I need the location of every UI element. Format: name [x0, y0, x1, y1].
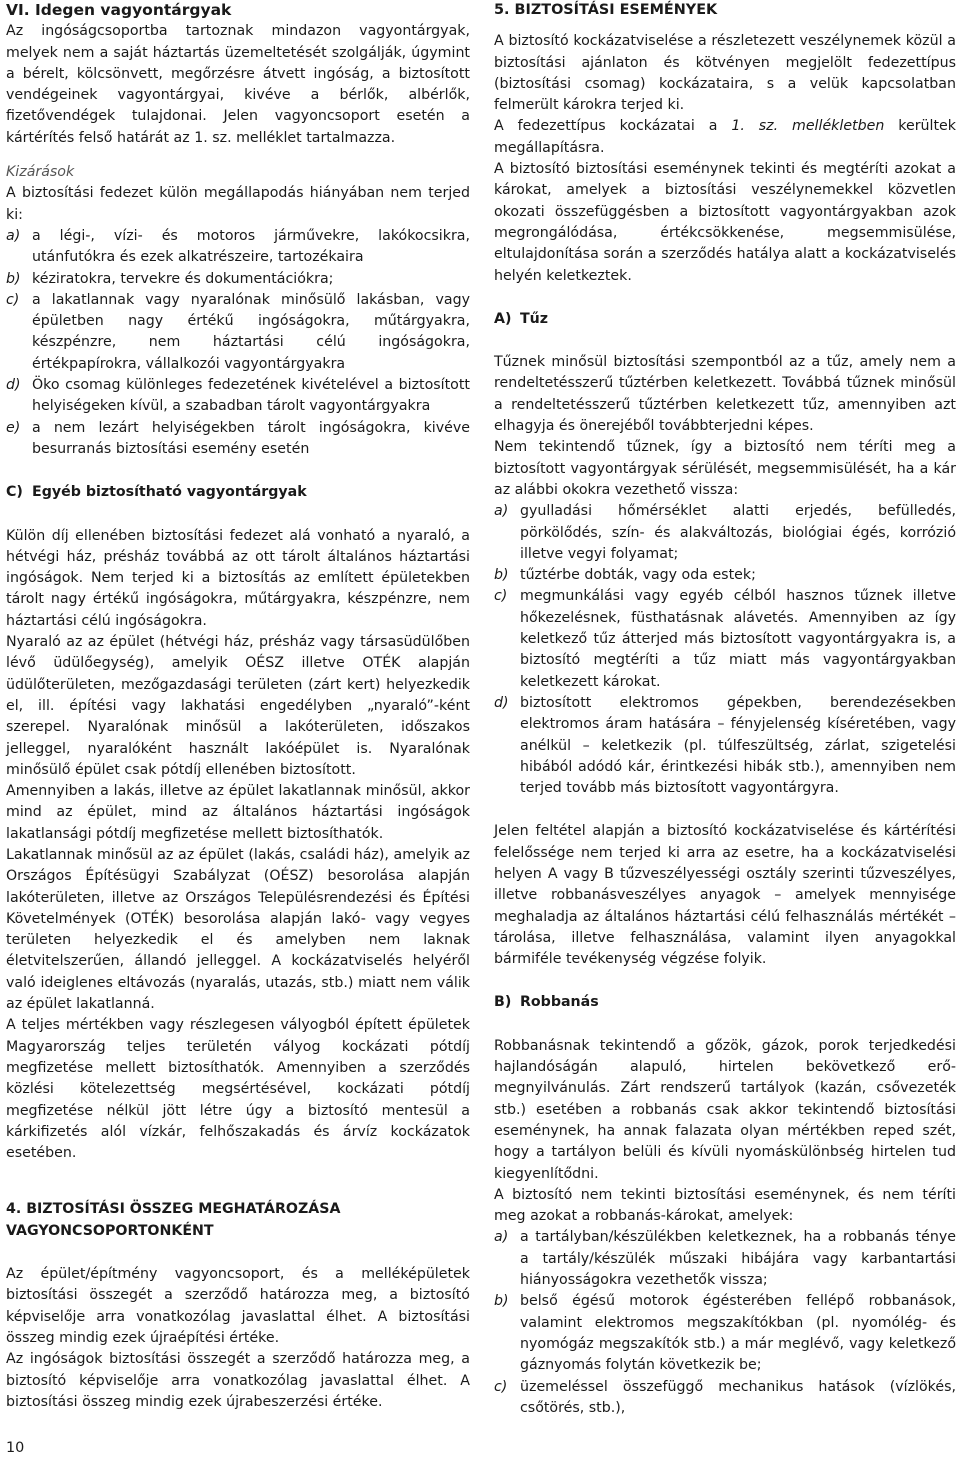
section-heading	[6, 0, 470, 21]
item-label: d)	[6, 377, 21, 394]
list-item	[6, 290, 470, 375]
paragraph: A biztosító biztosítási eseménynek tekinti és megtéríti azokat a károkat, amelyek a biztosítási veszélynemekkel közvetlen okozati összefüggésben a biztosított vagyontárgyakban azok megrongálódása, értékcsökkenése, megsemmisülése, eltulajdonítása során a szerződés hatálya alatt a kockázatviselés helyén keletkeztek.	[494, 161, 956, 284]
subsection-number: A)	[494, 310, 512, 327]
item-label: a)	[494, 503, 509, 520]
exclusions-intro: A biztosítási fedezet külön megállapodás hiányában nem terjed ki:	[6, 185, 470, 223]
list-item	[6, 418, 470, 461]
annex-reference: 1. sz. mellékletben	[731, 118, 885, 135]
list-item	[494, 501, 956, 565]
item-label: b)	[6, 270, 21, 287]
text-run: kerültek megállapításra.	[494, 118, 956, 156]
list-item	[494, 1291, 956, 1376]
paragraph: Az ingóságcsoportba tartoznak mindazon vagyontárgyak, melyek nem a saját háztartás üzemeltetését szolgálják, úgymint a bérelt, kölcsönvett, megőrzésre átvett ingóság, a biztosított vendégeinek vagyontárgyai, kivéve a bérlők, albérlők, fizetővendégek tulajdonai. Jelen vagyoncsoport esetén a kártérítés felső határát az 1. sz. melléklet tartalmazza.	[6, 23, 470, 146]
item-text: üzemeléssel összefüggő mechanikus hatások (vízlökés, csőtörés, stb.),	[520, 1378, 956, 1416]
paragraph: Amennyiben a lakás, illetve az épület lakatlannak minősül, akkor mind az épület, mind az általános háztartási ingóságok lakatlansági pótdíj megfizetése mellett biztosíthatók.	[6, 783, 470, 842]
subsection-number: B)	[494, 994, 512, 1011]
list-item	[494, 586, 956, 692]
list-item	[6, 269, 470, 290]
item-text: a légi-, vízi- és motoros járművekre, lakókocsikra, utánfutókra és ezek alkatrészeire, tartozékaira	[32, 227, 470, 266]
list-item	[6, 375, 470, 418]
item-label: e)	[6, 419, 21, 436]
item-text: gyulladási hőmérséklet alatti erjedés, befülledés, pörkölődés, szín- és alakváltozás, biológiai égés, korrózió illetve vegyi folyamat;	[520, 503, 956, 562]
page-number: 10	[6, 1440, 25, 1456]
paragraph: A biztosító kockázatviselése a részletezett veszélynemek közül a biztosítási ajánlaton és kötvényen megjelölt fedezettípus (biztosítási csomag) kockázataira, s a velük kapcsolatban felmerült károkra terjed ki.	[494, 33, 956, 114]
paragraph: Nyaraló az az épület (hétvégi ház, présház vagy társasüdülőben lévő üdülőegység), amelyik OÉSZ illetve OTÉK alapján üdülőterületen, mezőgazdasági területen (zárt kert) helyezkedik el, ill. építési vagy lakhatási engedélyben „nyaraló”-ként szerepel. Nyaralónak minősül a lakóterületen, időszakos jelleggel, nyaralóként használt lakóépület is. Nyaralónak minősülő épület csak pótdíj ellenében biztosított.	[6, 634, 470, 778]
text-run: A fedezettípus kockázatai a	[494, 118, 732, 135]
item-text: tűztérbe dobták, vagy oda estek;	[520, 567, 756, 584]
subsection-title: Robbanás	[520, 994, 599, 1011]
right-column	[494, 0, 956, 1419]
paragraph: A teljes mértékben vagy részlegesen vályogból épített épületek Magyarország teljes területén vályog kockázati pótdíj megfizetése mellett biztosíthatók. Amennyiben a szerződés közlési kötelezettség megsértésével, kockázati pótdíj megfizetése nélkül jött létre úgy a biztosító mentesül a kárkifizetés alól vízkár, felhőszakadás és árvíz kockázatok esetében.	[6, 1017, 470, 1162]
list-item	[494, 693, 956, 799]
subsection-number: C)	[6, 484, 23, 501]
item-label: c)	[6, 291, 20, 308]
item-text: a lakatlannak vagy nyaralónak minősülő lakásban, vagy épületben nagy értékű ingóságokra, műtárgyakra, készpénzre, nem háztartási célú ingóságokra, értékpapírokra, vállalkozói vagyontárgyakra	[32, 291, 470, 372]
list-item	[494, 565, 956, 586]
paragraph: Külön díj ellenében biztosítási fedezet alá vonható a nyaraló, a hétvégi ház, présház továbbá az ott tárolt általános háztartási ingóságok. Nem terjed ki a biztosítás az említett épületekben tárolt nagy értékű ingóságokra, műtárgyakra, készpénzre, nem háztartási célú ingóságokra.	[6, 527, 470, 629]
paragraph: Tűznek minősül biztosítási szempontból az a tűz, amely nem a rendeltetésszerű tűztérben keletkezett. Továbbá tűznek minősül a rendeltetésszerű tűztérben keletkezett tűz, amennyiben azt elhagyja és önerejéből továbbterjedni képes.	[494, 354, 956, 435]
item-text: biztosított elektromos gépekben, berendezésekben elektromos áram hatására – fényjelenség kíséretében, vagy anélkül – keletkezik (pl. túlfeszültség, zárlat, szigetelési hibából adódó kár, érintkezési hibák stb.), amennyiben nem terjed tovább más biztosított vagyontárgyra.	[520, 694, 956, 797]
subsection-heading	[6, 482, 470, 503]
exclusions-list	[6, 226, 470, 460]
subsection-heading	[494, 309, 956, 330]
section-5-heading: 5. BIZTOSÍTÁSI ESEMÉNYEK	[494, 2, 718, 18]
exclusions-label: Kizárások	[6, 164, 75, 181]
section-4-heading: 4. BIZTOSÍTÁSI ÖSSZEG MEGHATÁROZÁSA VAGYONCSOPORTONKÉNT	[6, 1201, 341, 1239]
left-column	[6, 0, 470, 1413]
subsection-heading	[494, 992, 956, 1013]
item-label: a)	[6, 227, 21, 244]
paragraph: Jelen feltétel alapján a biztosító kockázatviselése és kártérítési felelőssége nem terjed ki arra az esetre, ha a kockázatviselési helyen A vagy B tűzveszélyességi osztály szerinti tűzveszélyes, illetve robbanásveszélyes anyagok – amelyek mennyisége meghaladja az általános háztartási célú felhasználás mértékét – tárolása, illetve felhasználása, valamint ilyen anyagokkal bármiféle tevékenység végzése folyik.	[494, 823, 956, 968]
item-text: kéziratokra, tervekre és dokumentációkra;	[32, 270, 334, 287]
paragraph: Robbanásnak tekintendő a gőzök, gázok, porok terjedkedési hajlandóságán alapuló, hirtelen bekövetkező erő-megnyilvánulás. Zárt rendszerű tartályok (kazán, csővezeték stb.) esetében a robbanás csak akkor tekintendő biztosítási eseménynek, ha annak falazata olyan mértékben reped szét, hogy a tartályon belüli és kívüli nyomáskülönbség hirtelen tud kiegyenlítődni.	[494, 1037, 956, 1182]
item-label: c)	[494, 588, 508, 605]
list-item	[494, 1377, 956, 1420]
item-label: c)	[494, 1378, 508, 1395]
subsection-title: Tűz	[520, 310, 549, 327]
paragraph: Lakatlannak minősül az az épület (lakás, családi ház), amelyik az Országos Építésügyi Szabályzat (OÉSZ) besorolása alapján lakóterületen, illetve az Országos Településrendezési és Építési Követelmények (OTÉK) besorolása alapján lakó- vagy vegyes területen helyezkedik el és amelyben nem laknak életvitelszerűen, állandó jelleggel. A kockázatviselés helyéről való ideiglenes eltávozás (nyaralás, utazás, stb.) miatt nem válik az épület lakatlanná.	[6, 846, 470, 1013]
item-text: a nem lezárt helyiségekben tárolt ingóságokra, kivéve besurranás biztosítási esemény esetén	[32, 419, 470, 457]
subsection-title: Egyéb biztosítható vagyontárgyak	[32, 484, 307, 501]
paragraph	[494, 116, 956, 159]
paragraph: A biztosító nem tekinti biztosítási eseménynek, és nem téríti meg azokat a robbanás-károkat, amelyek:	[494, 1186, 956, 1225]
paragraph: Nem tekintendő tűznek, így a biztosító nem téríti meg a biztosított vagyontárgyak sérülését, megsemmisülését, ha a kár az alábbi okokra vezethető vissza:	[494, 439, 956, 498]
item-label: b)	[494, 567, 509, 584]
item-label: d)	[494, 694, 509, 711]
item-text: megmunkálási vagy egyéb célból hasznos tűznek illetve hőkezelésnek, füsthatásnak alávetés. Amennyiben az így keletkező tűz átterjed más biztosított vagyontárgyakra is, a biztosító megtéríti a tűz miatt más vagyontárgyakban keletkezett károkat.	[520, 588, 956, 690]
item-text: Öko csomag különleges fedezetének kivételével a biztosított helyiségeken kívül, a szabadban tárolt vagyontárgyakra	[32, 377, 470, 415]
paragraph: Az épület/építmény vagyoncsoport, és a melléképületek biztosítási összegét a szerződő határozza meg, a biztosító képviselője arra vonatkozólag javaslattal élhet. A biztosítási összeg mindig ezek újraépítési értéke.	[6, 1266, 470, 1346]
list-item	[494, 1227, 956, 1291]
list-item	[6, 226, 470, 269]
item-label: a)	[494, 1229, 509, 1246]
paragraph: Az ingóságok biztosítási összegét a szerződő határozza meg, a biztosító képviselője arra vonatkozólag javaslattal élhet. A biztosítási összeg mindig ezek újrabeszerzési értéke.	[6, 1351, 470, 1410]
item-text: belső égésű motorok égésterében fellépő robbanások, valamint elektromos megszakítókban (pl. nyomólég- és nyomógáz megszakítók stb.) a már meglévő, vagy keletkező gáznyomás folytán következik be;	[520, 1293, 956, 1374]
section-number: VI.	[6, 1, 30, 19]
explosion-exclusions-list	[494, 1227, 956, 1419]
item-text: a tartályban/készülékben keletkeznek, ha a robbanás ténye a tartály/készülék műszaki hibájára vagy karbantartási hiányosságokra vezethetők vissza;	[520, 1229, 956, 1289]
fire-exclusions-list	[494, 501, 956, 799]
item-label: b)	[494, 1293, 509, 1310]
section-title: Idegen vagyontárgyak	[35, 1, 232, 19]
